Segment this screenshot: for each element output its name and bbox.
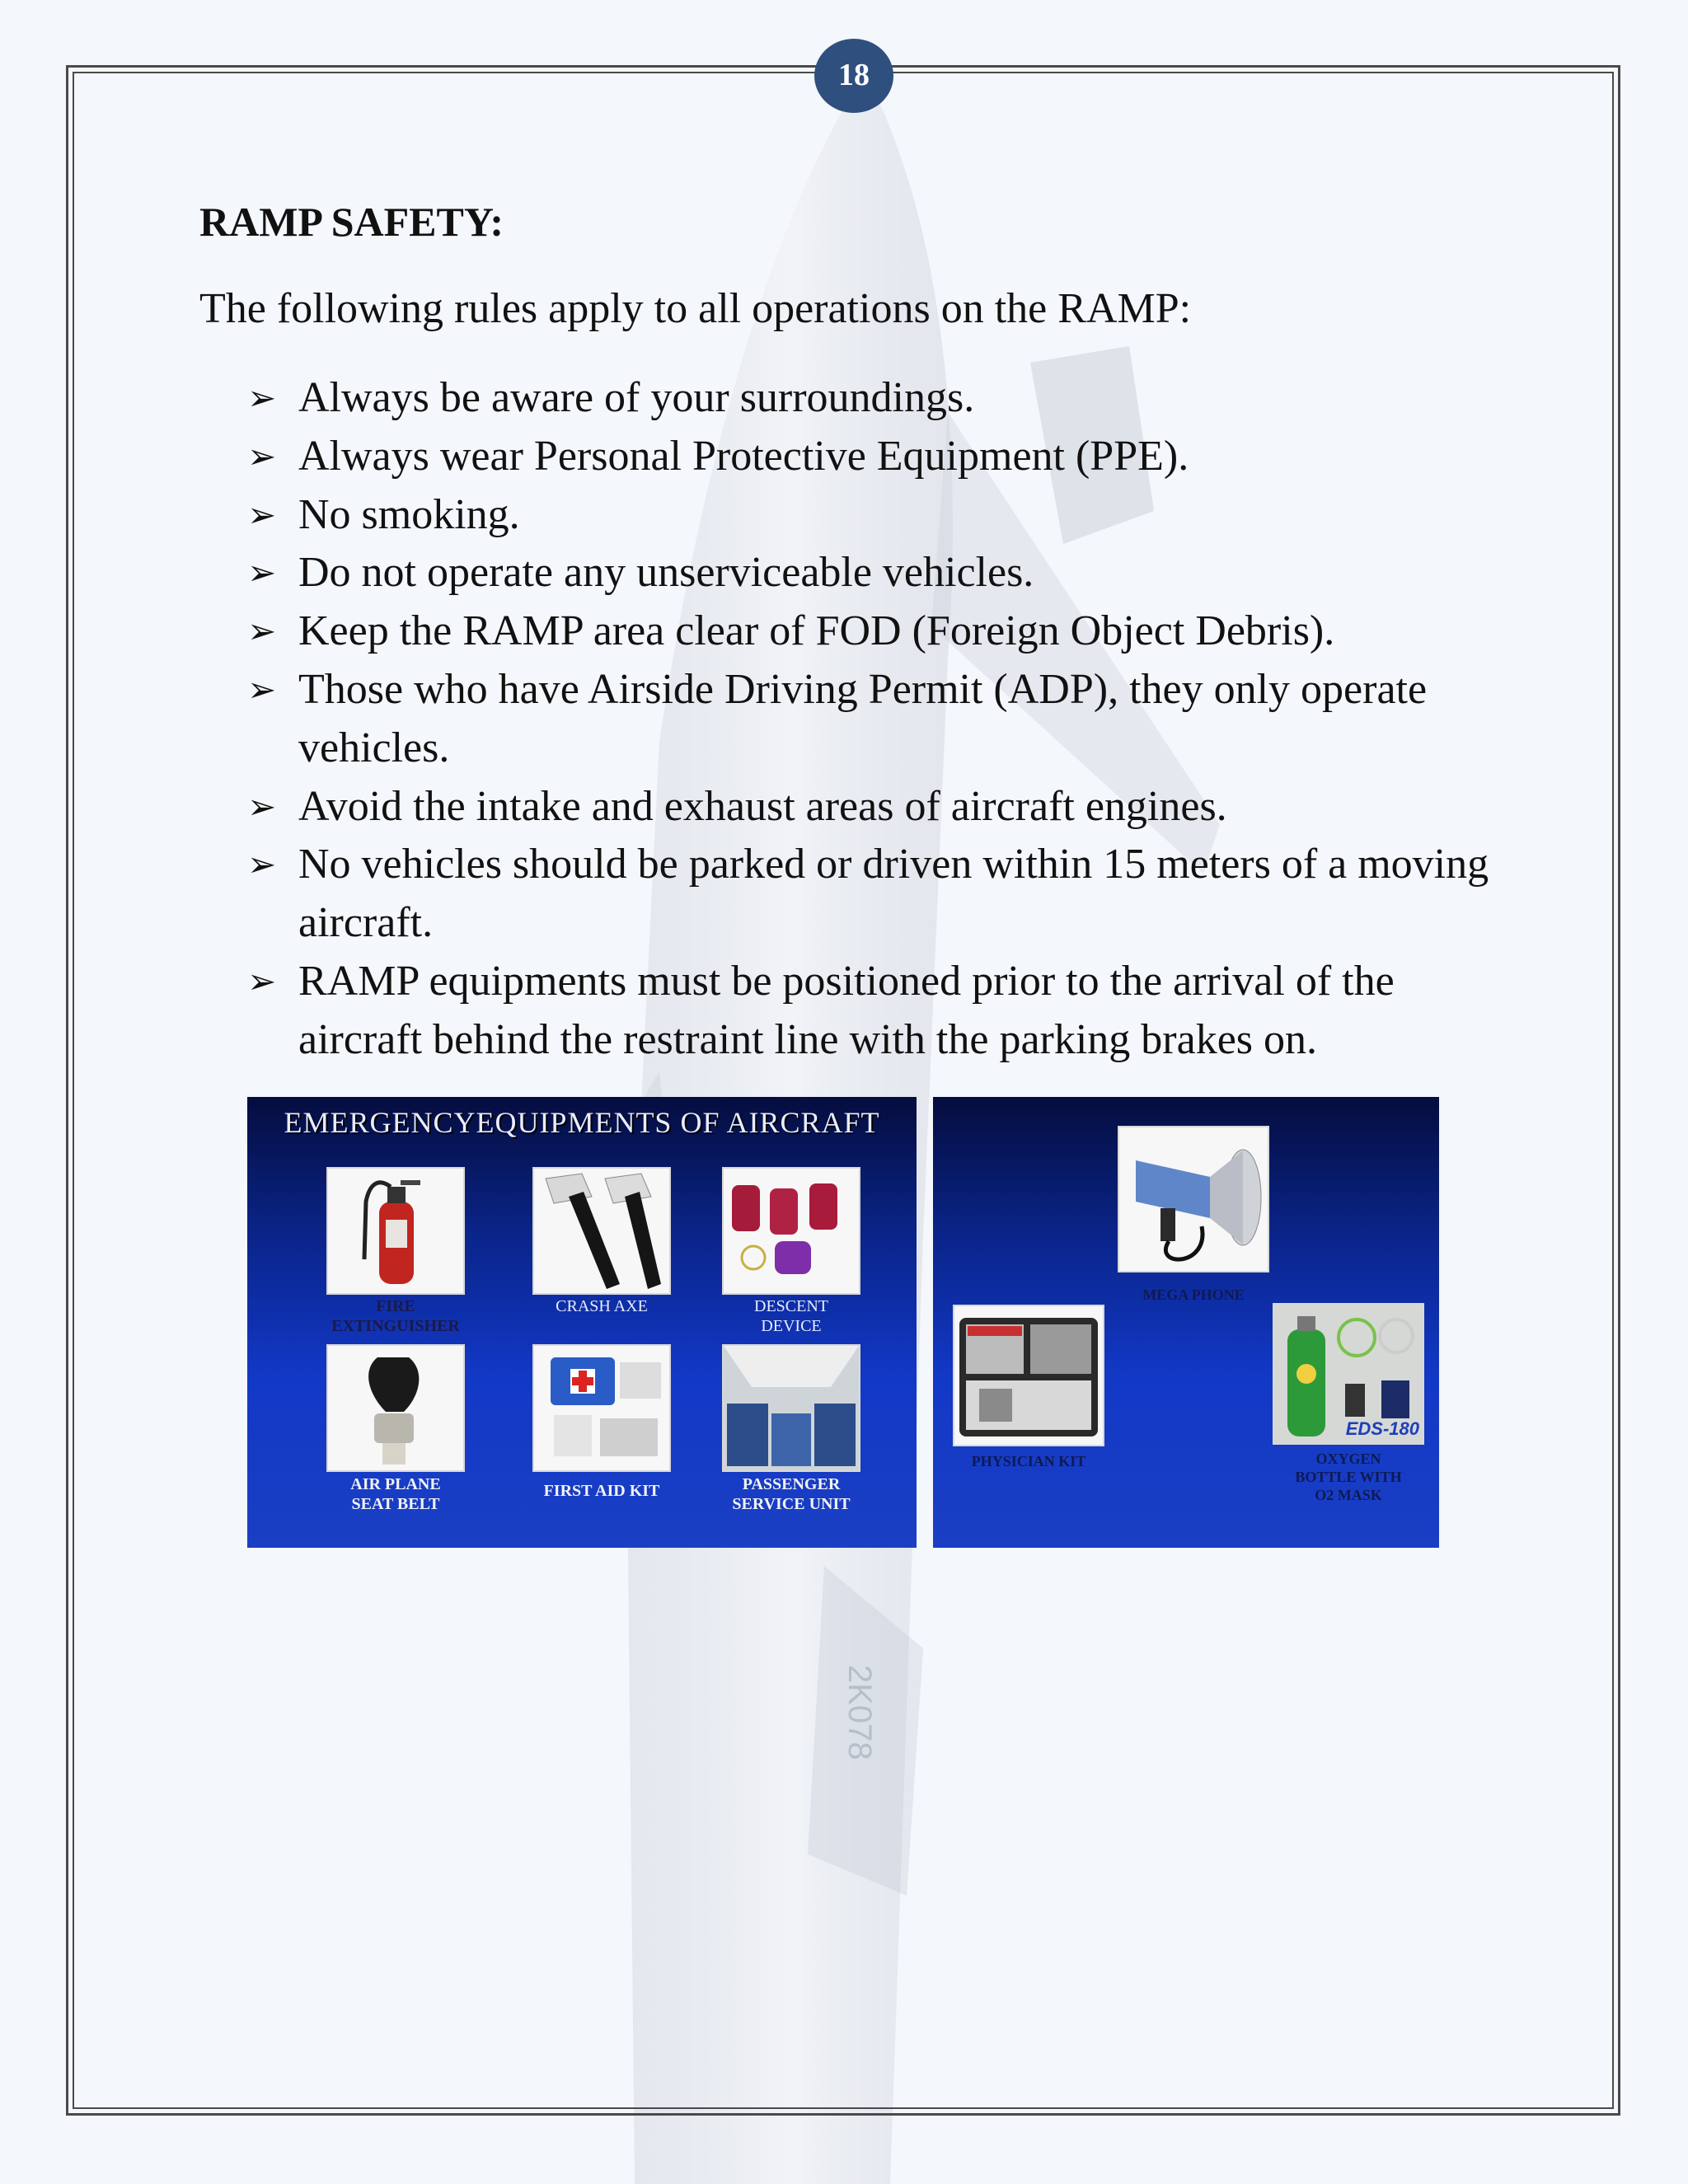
- physician-kit-image: [953, 1305, 1104, 1446]
- passenger-service-unit-image: [722, 1344, 860, 1472]
- caption-first-aid-kit: FIRST AID KIT: [543, 1482, 660, 1500]
- seat-belt-icon: [328, 1346, 463, 1470]
- cabin-interior-icon: [724, 1346, 859, 1470]
- caption-descent-device: DESCENT DEVICE: [754, 1297, 828, 1335]
- equipment-panel-title: EMERGENCYEQUIPMENTS OF AIRCRAFT: [284, 1106, 880, 1139]
- arrow-bullet-icon: ➢: [247, 668, 277, 710]
- descent-device-image: [722, 1167, 860, 1295]
- arrow-bullet-icon: ➢: [247, 377, 277, 418]
- descent-device-icon: [724, 1169, 859, 1293]
- rule-item: ➢ Keep the RAMP area clear of FOD (Foreign Object Debris).: [247, 602, 1500, 661]
- arrow-bullet-icon: ➢: [247, 552, 277, 593]
- section-heading: RAMP SAFETY:: [199, 199, 504, 245]
- svg-text:2K078: 2K078: [842, 1665, 878, 1760]
- caption-megaphone: MEGA PHONE: [1142, 1286, 1245, 1303]
- crash-axe-icon: [534, 1169, 669, 1293]
- caption-crash-axe: CRASH AXE: [556, 1297, 648, 1315]
- caption-oxygen-bottle: OXYGEN BOTTLE WITH O2 MASK: [1295, 1451, 1402, 1503]
- rule-item: ➢ Do not operate any unserviceable vehicles.: [247, 544, 1500, 602]
- first-aid-kit-icon: [534, 1346, 669, 1470]
- rule-item: ➢ Those who have Airside Driving Permit (ADP), they only operate vehicles.: [247, 661, 1500, 778]
- arrow-bullet-icon: ➢: [247, 494, 277, 535]
- ramp-rules-list: [247, 369, 1500, 1070]
- fire-extinguisher-image: [326, 1167, 465, 1295]
- rule-item: ➢ No vehicles should be parked or driven within 15 meters of a moving aircraft.: [247, 836, 1500, 953]
- rule-item: ➢ Avoid the intake and exhaust areas of aircraft engines.: [247, 778, 1500, 837]
- page-number-badge: [814, 39, 893, 113]
- physician-kit-icon: [954, 1306, 1103, 1445]
- intro-text: The following rules apply to all operations on the RAMP:: [199, 285, 1192, 332]
- oxygen-model-label: EDS-180: [1345, 1418, 1419, 1439]
- caption-seat-belt: AIR PLANE SEAT BELT: [350, 1475, 441, 1513]
- page-number: 18: [838, 58, 870, 92]
- arrow-bullet-icon: ➢: [247, 785, 277, 827]
- emergency-equipment-panel: [247, 1097, 917, 1548]
- oxygen-bottle-image: [1273, 1303, 1424, 1445]
- rule-item: ➢ Always be aware of your surroundings.: [247, 369, 1500, 428]
- arrow-bullet-icon: ➢: [247, 844, 277, 885]
- megaphone-icon: [1119, 1127, 1268, 1271]
- first-aid-kit-image: [532, 1344, 671, 1472]
- emergency-equipment-panel-2: [933, 1097, 1439, 1548]
- rule-item: ➢ Always wear Personal Protective Equipment (PPE).: [247, 428, 1500, 486]
- seat-belt-image: [326, 1344, 465, 1472]
- caption-fire-extinguisher: FIRE EXTINGUISHER: [331, 1297, 460, 1335]
- rule-item: ➢ RAMP equipments must be positioned prior to the arrival of the aircraft behind the restraint line with the parking brakes on.: [247, 953, 1500, 1070]
- megaphone-image: [1118, 1126, 1269, 1272]
- caption-physician-kit: PHYSICIAN KIT: [971, 1453, 1086, 1469]
- arrow-bullet-icon: ➢: [247, 611, 277, 652]
- rule-item: ➢ No smoking.: [247, 486, 1500, 545]
- crash-axe-image: [532, 1167, 671, 1295]
- caption-passenger-service-unit: PASSENGER SERVICE UNIT: [732, 1475, 851, 1513]
- arrow-bullet-icon: ➢: [247, 960, 277, 1001]
- fire-extinguisher-icon: [328, 1169, 463, 1293]
- arrow-bullet-icon: ➢: [247, 435, 277, 476]
